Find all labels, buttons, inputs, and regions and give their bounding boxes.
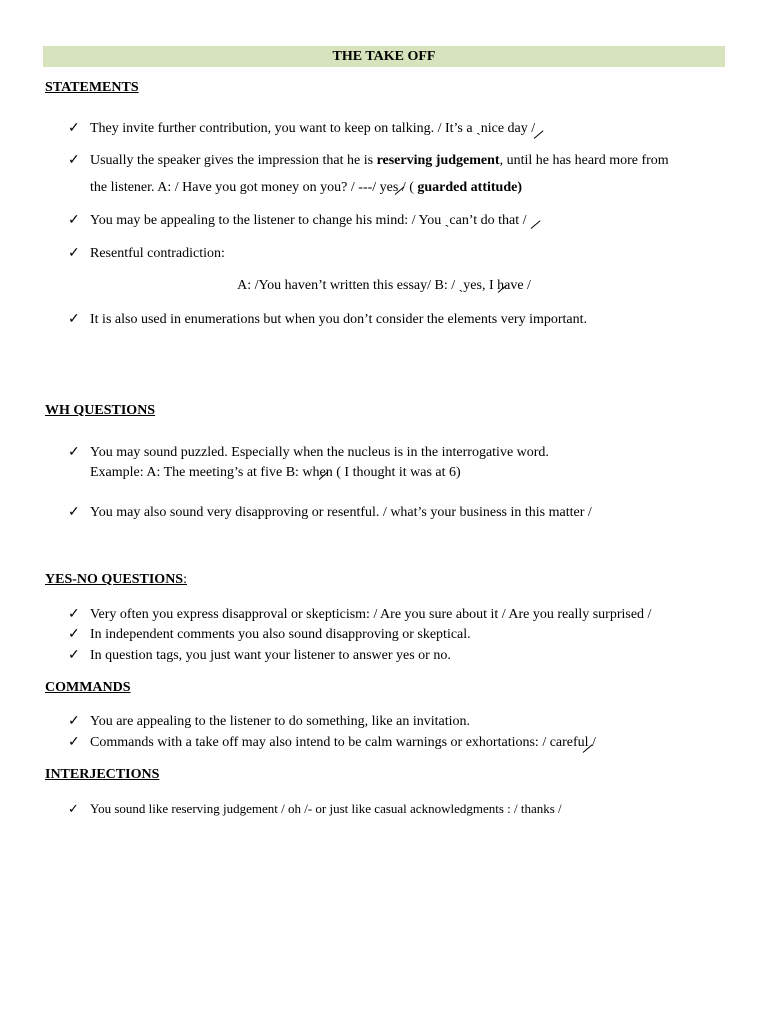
- heading-statements: STATEMENTS: [45, 80, 139, 95]
- example-dialogue: A: /You haven’t written this essay/ B: / ˎyes, I have /: [237, 278, 531, 293]
- text-segment: the listener. A: / Have you got money on you? / ---/ yes / (: [90, 180, 418, 195]
- heading-yes-no-questions: [45, 572, 187, 588]
- list-item-text: They invite further contribution, you want to keep on talking. / It’s a ˎnice day /: [90, 121, 536, 136]
- list-item-text: In independent comments you also sound disapproving or skeptical.: [90, 627, 471, 642]
- list-item-text: Resentful contradiction:: [90, 246, 225, 261]
- check-icon: ✓: [68, 246, 80, 261]
- list-item-text: You are appealing to the listener to do something, like an invitation.: [90, 714, 471, 729]
- check-icon: ✓: [68, 801, 79, 816]
- list-item-text: Very often you express disapproval or skepticism: / Are you sure about it / Are you really surprised /: [90, 607, 652, 622]
- list-item-text: You sound like reserving judgement / oh /- or just like casual acknowledgments : / thanks /: [90, 801, 562, 816]
- list-item-text: In question tags, you just want your listener to answer yes or no.: [90, 648, 451, 663]
- check-icon: ✓: [68, 607, 80, 622]
- example-text: Example: A: The meeting’s at five B: when ( I thought it was at 6): [90, 465, 461, 480]
- check-icon: ✓: [68, 121, 80, 136]
- heading-commands: COMMANDS: [45, 680, 131, 695]
- check-icon: ✓: [68, 445, 80, 460]
- text-segment: You may sound puzzled. Especially when the nucleus is in the interrogative word.: [90, 445, 549, 460]
- check-icon: ✓: [68, 312, 80, 327]
- list-item-text: You may also sound very disapproving or resentful. / what’s your business in this matter /: [90, 505, 592, 520]
- check-icon: ✓: [68, 648, 80, 663]
- list-item-text: Commands with a take off may also intend to be calm warnings or exhortations: / careful /: [90, 735, 596, 750]
- check-icon: ✓: [68, 153, 80, 168]
- bold-text: reserving judgement: [376, 153, 500, 168]
- check-icon: ✓: [68, 213, 80, 228]
- list-item: [68, 147, 728, 201]
- list-item-text: [90, 443, 728, 483]
- check-icon: ✓: [68, 735, 80, 750]
- list-item-text: [90, 147, 728, 201]
- heading-wh-questions: WH QUESTIONS: [45, 403, 156, 418]
- list-item-text: It is also used in enumerations but when you don’t consider the elements very important.: [90, 312, 588, 327]
- check-icon: ✓: [68, 505, 80, 520]
- list-item-text: You may be appealing to the listener to change his mind: / You ˎcan’t do that /: [90, 213, 527, 228]
- heading-text: YES-NO QUESTIONS: [45, 572, 184, 587]
- text-segment: ): [517, 180, 523, 195]
- text-segment: Usually the speaker gives the impression that he is: [90, 153, 377, 168]
- text-segment: , until he has heard more from: [499, 153, 669, 168]
- check-icon: ✓: [68, 714, 80, 729]
- document-title: THE TAKE OFF: [43, 46, 725, 67]
- check-icon: ✓: [68, 627, 80, 642]
- heading-interjections: INTERJECTIONS: [45, 767, 160, 782]
- heading-suffix: :: [183, 572, 187, 587]
- bold-text: guarded attitude: [417, 180, 518, 195]
